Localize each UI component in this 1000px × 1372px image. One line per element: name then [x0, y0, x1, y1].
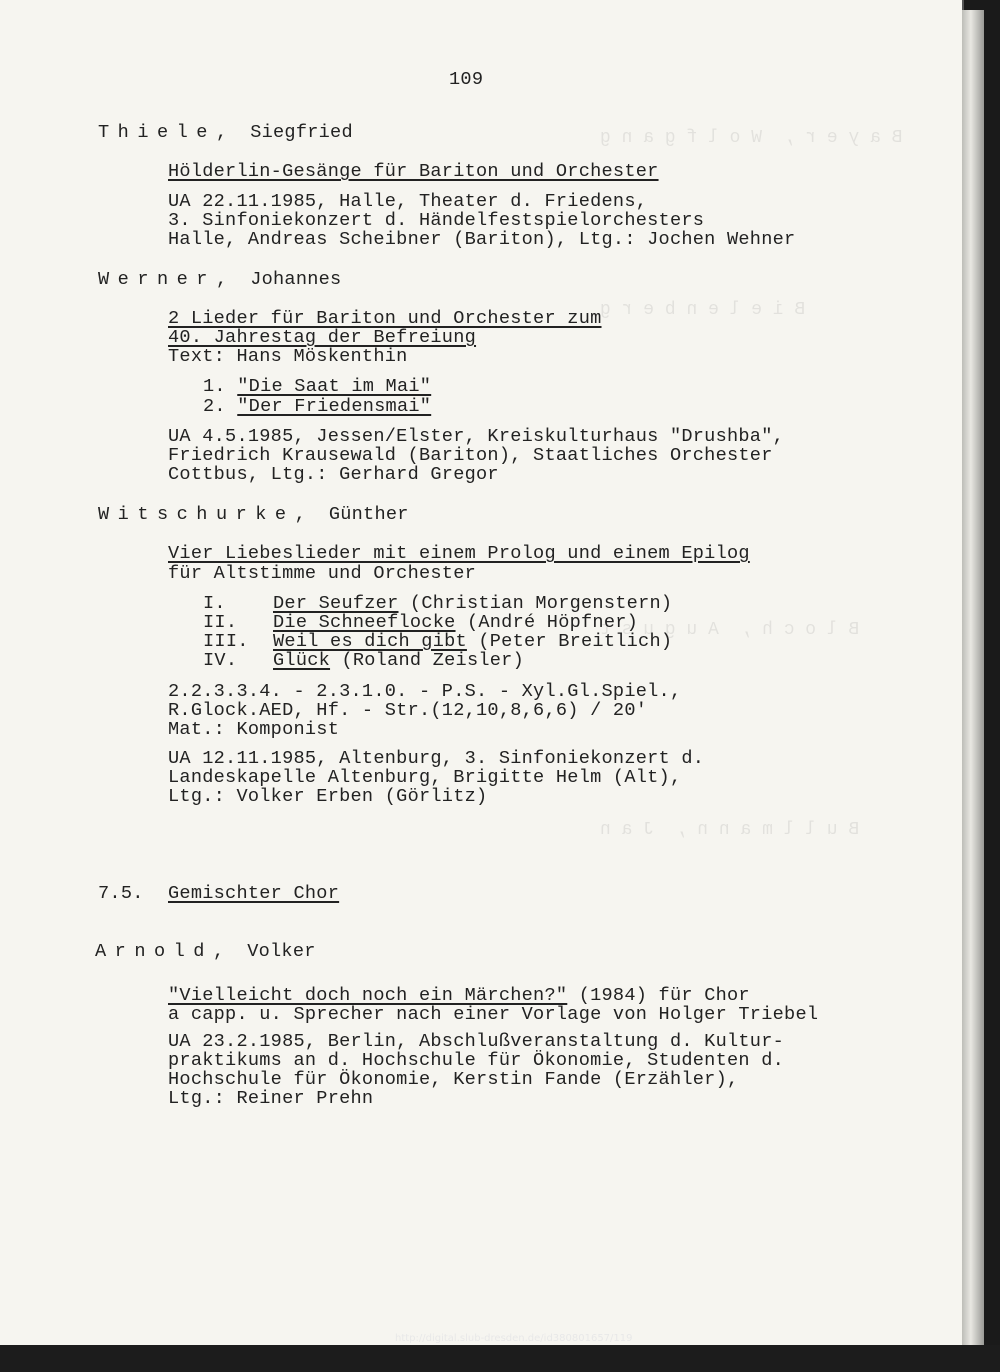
work-title: Vier Liebeslieder mit einem Prolog und einem Epilog [168, 543, 750, 564]
premiere-line: Halle, Andreas Scheibner (Bariton), Ltg.: Jochen Wehner [168, 229, 796, 250]
work-title: 40. Jahrestag der Befreiung [168, 327, 477, 348]
song-item: Weil es dich gibt (Peter Breitlich) [273, 631, 673, 652]
premiere-line: UA 12.11.1985, Altenburg, 3. Sinfoniekonzert d. [168, 748, 705, 769]
work-title: "Vielleicht doch noch ein Märchen?" (1984) für Chor [168, 985, 750, 1006]
premiere-line: Landeskapelle Altenburg, Brigitte Helm (Alt), [168, 767, 682, 788]
composer-name: Thiele, Siegfried [98, 122, 353, 143]
bleed-through: B a y e r , W o l f g a n g [600, 128, 903, 148]
premiere-line: UA 4.5.1985, Jessen/Elster, Kreiskulturhaus "Drushba", [168, 426, 785, 447]
song-item: 2. "Der Friedensmai" [203, 396, 432, 417]
material-note: Mat.: Komponist [168, 719, 340, 740]
composer-firstname: Günther [328, 504, 409, 525]
section-title: Gemischter Chor [168, 883, 340, 904]
page-edge [962, 10, 984, 1350]
composer-name: Werner, Johannes [98, 269, 342, 290]
bleed-through: B u l l m a n n , J a n [600, 820, 860, 840]
song-number: II. [203, 612, 238, 633]
premiere-line: Hochschule für Ökonomie, Kerstin Fande (Erzähler), [168, 1069, 739, 1090]
song-item: Die Schneeflocke (André Höpfner) [273, 612, 639, 633]
song-number: I. [203, 593, 226, 614]
scan-bottom-strip [0, 1345, 1000, 1372]
song-item: 1. "Die Saat im Mai" [203, 376, 432, 397]
work-title: 2 Lieder für Bariton und Orchester zum [168, 308, 602, 329]
song-number: III. [203, 631, 249, 652]
premiere-line: 3. Sinfoniekonzert d. Händelfestspielorchesters [168, 210, 705, 231]
premiere-line: Cottbus, Ltg.: Gerhard Gregor [168, 464, 499, 485]
page-number: 109 [449, 69, 484, 90]
section-number: 7.5. [98, 883, 144, 904]
composer-surname: Witschurke [98, 504, 295, 525]
premiere-line: Ltg.: Volker Erben (Görlitz) [168, 786, 488, 807]
work-subtitle: für Altstimme und Orchester [168, 563, 477, 584]
bleed-through: B l o c h , A u g u s t [600, 620, 860, 640]
song-item: Glück (Roland Zeisler) [273, 650, 524, 671]
work-title: Hölderlin-Gesänge für Bariton und Orchester [168, 161, 659, 182]
composer-name: Arnold, Volker [95, 941, 316, 962]
premiere-line: Friedrich Krausewald (Bariton), Staatliches Orchester [168, 445, 773, 466]
premiere-line: UA 22.11.1985, Halle, Theater d. Friedens, [168, 191, 648, 212]
composer-surname: Thiele [98, 122, 216, 143]
composer-surname: Arnold [95, 941, 213, 962]
song-number: IV. [203, 650, 238, 671]
bleed-through: B i e l e n b e r g [600, 300, 806, 320]
composer-firstname: Johannes [250, 269, 342, 290]
work-description: a capp. u. Sprecher nach einer Vorlage von Holger Triebel [168, 1004, 819, 1025]
scoring-line: 2.2.3.3.4. - 2.3.1.0. - P.S. - Xyl.Gl.Spiel., [168, 681, 682, 702]
text-credit: Text: Hans Möskenthin [168, 346, 408, 367]
scoring-line: R.Glock.AED, Hf. - Str.(12,10,8,6,6) / 20' [168, 700, 648, 721]
source-url: http://digital.slub-dresden.de/id380801657/119 [395, 1333, 633, 1344]
composer-firstname: Siegfried [250, 122, 353, 143]
premiere-line: Ltg.: Reiner Prehn [168, 1088, 374, 1109]
song-item: Der Seufzer (Christian Morgenstern) [273, 593, 673, 614]
composer-name: Witschurke, Günther [98, 504, 409, 525]
composer-surname: Werner [98, 269, 216, 290]
premiere-line: praktikums an d. Hochschule für Ökonomie, Studenten d. [168, 1050, 785, 1071]
premiere-line: UA 23.2.1985, Berlin, Abschlußveranstaltung d. Kultur- [168, 1031, 785, 1052]
composer-firstname: Volker [247, 941, 316, 962]
